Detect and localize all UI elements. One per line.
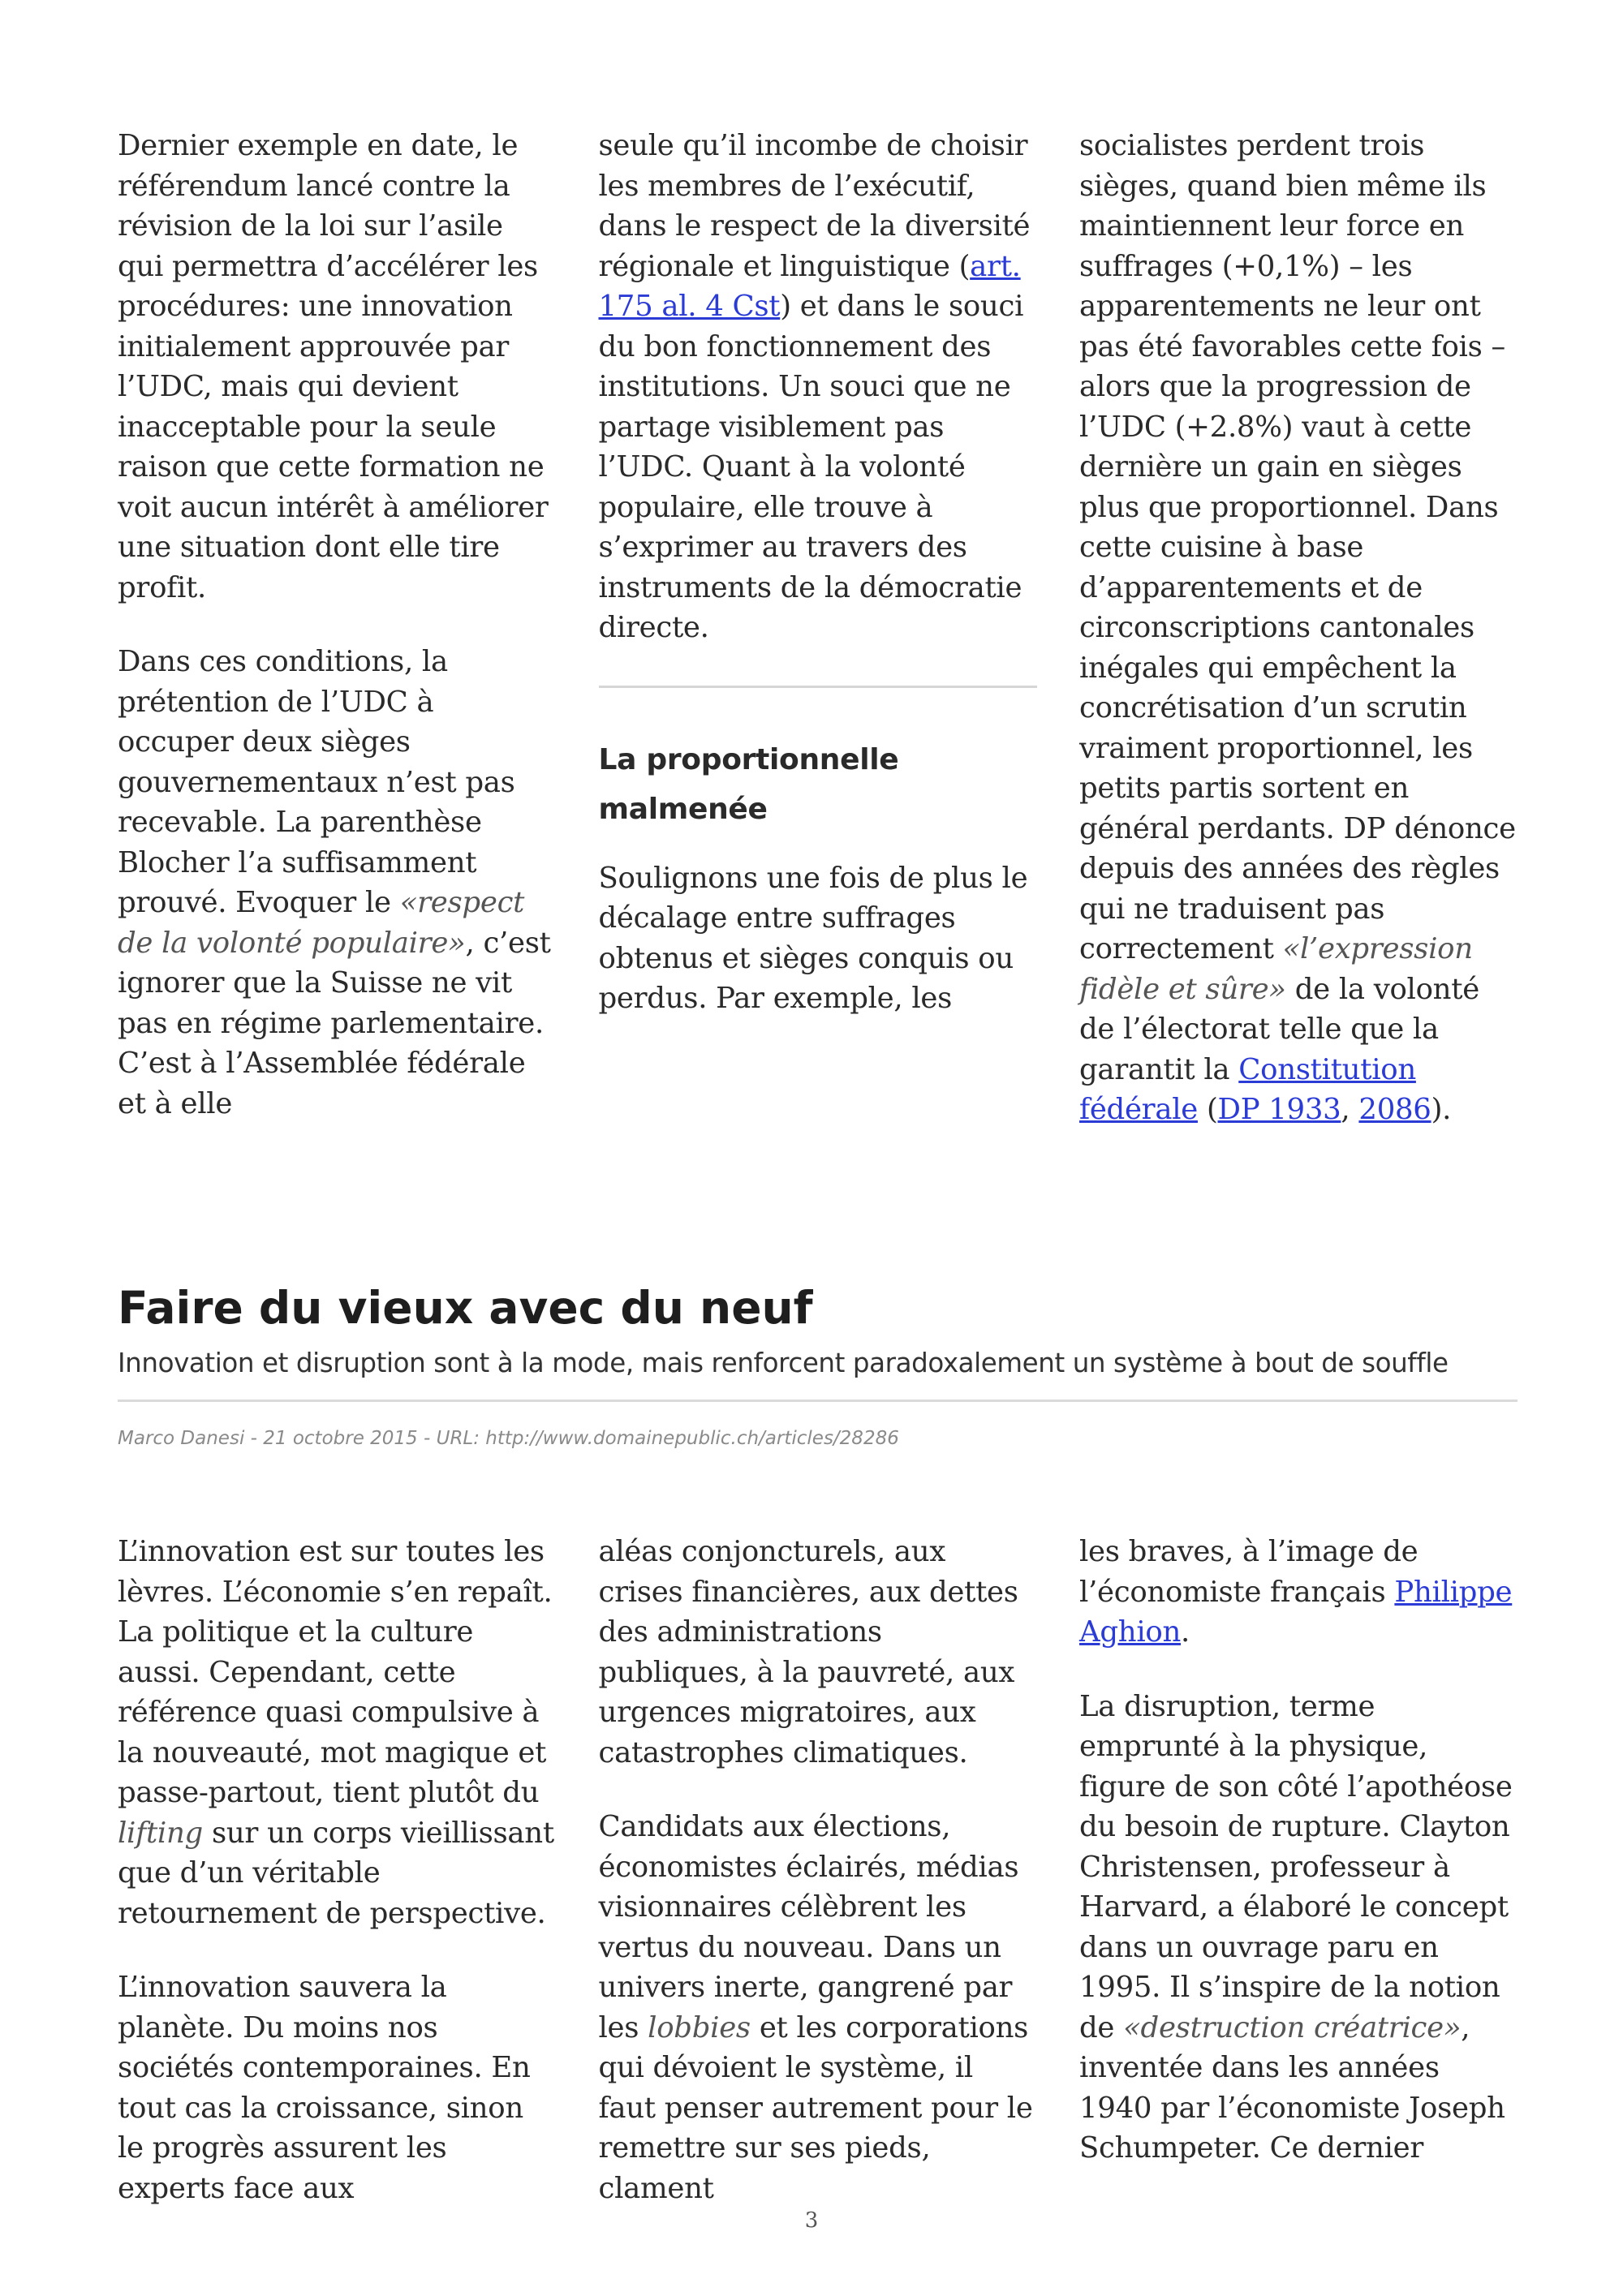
paragraph: aléas conjoncturels, aux crises financières, aux dettes des administrations publiques, à la pauvreté, aux urgences migratoires, aux catastrophes climatiques.: [598, 1535, 1018, 1769]
link-art-175[interactable]: art. 175 al. 4 Cst: [598, 249, 1021, 323]
article-title: Faire du vieux avec du neuf: [118, 1282, 813, 1334]
paragraph: Dernier exemple en date, le référendum lancé contre la révision de la loi sur l’asile qui permettra d’accélérer les procédures: une innovation initialement approuvée par l’UDC, mais qui devient inacceptable pour la seule raison que cette formation ne voit aucun intérêt à améliorer une situation dont elle tire profit.: [118, 129, 549, 604]
link-constitution[interactable]: Constitution fédérale: [1079, 1052, 1416, 1126]
article-subtitle: Innovation et disruption sont à la mode, mais renforcent paradoxalement un système à bout de souffle: [118, 1348, 1449, 1378]
section-heading: La proportionnelle malmenée: [598, 742, 899, 826]
paragraph: La disruption, terme emprunté à la physique, figure de son côté l’apothéose du besoin de rupture. Clayton Christensen, professeur à Harvard, a élaboré le concept dans un ouvrage paru en 1995. Il s’inspire de la notion de «destruction créatrice», inventée dans les années 1940 par l’économiste Joseph Schumpeter. Ce dernier: [1079, 1689, 1513, 2165]
column-2: [599, 1532, 1037, 2208]
link-philippe-aghion[interactable]: Philippe Aghion: [1079, 1575, 1513, 1649]
page-number: 3: [804, 2208, 819, 2233]
article-header: [118, 1278, 1518, 1449]
column-1: [118, 126, 556, 1130]
quote: «respect de la volonté populaire»: [118, 886, 525, 960]
emphasis: lifting: [118, 1816, 203, 1850]
paragraph: socialistes perdent trois sièges, quand bien même ils maintiennent leur force en suffrages (+0,1%) – les apparentements ne leur ont pas été favorables cette fois – alors que la progression de l’UDC (+2.8%) vaut à cette dernière un gain en sièges plus que proportionnel. Dans cette cuisine à base d’apparentements et de circonscriptions cantonales inégales qui empêchent la concrétisation d’un scrutin vraiment proportionnel, les petits partis sortent en général perdants. DP dénonce depuis des années des règles qui ne traduisent pas correctement «l’expression fidèle et sûre» de la volonté de l’électorat telle que la garantit la Constitution fédérale (DP 1933, 2086).: [1079, 129, 1516, 1126]
quote: «l’expression fidèle et sûre»: [1079, 932, 1473, 1006]
article-meta: Marco Danesi - 21 octobre 2015 - URL: http://www.domainepublic.ch/articles/28286: [118, 1428, 899, 1449]
column-2: [599, 126, 1037, 1130]
header-divider: [118, 1400, 1518, 1402]
paragraph: L’innovation sauvera la planète. Du moins nos sociétés contemporaines. En tout cas la croissance, sinon le progrès assurent les experts face aux: [118, 1971, 531, 2205]
column-3: [1079, 126, 1518, 1130]
paragraph: Candidats aux élections, économistes éclairés, médias visionnaires célèbrent les vertus du nouveau. Dans un univers inerte, gangrené par les lobbies et les corporations qui dévoient le système, il faut penser autrement pour le remettre sur ses pieds, clament: [598, 1810, 1033, 2205]
paragraph: Dans ces conditions, la prétention de l’UDC à occuper deux sièges gouvernementaux n’est pas recevable. La parenthèse Blocher l’a suffisamment prouvé. Evoquer le «respect de la volonté populaire», c’est ignorer que la Suisse ne vit pas en régime parlementaire. C’est à l’Assemblée fédérale et à elle: [118, 645, 551, 1120]
section-divider: [599, 686, 1037, 688]
paragraph: L’innovation est sur toutes les lèvres. L’économie s’en repaît. La politique et la culture aussi. Cependant, cette référence quasi compulsive à la nouveauté, mot magique et passe-partout, tient plutôt du lifting sur un corps vieillissant que d’un véritable retournement de perspective.: [118, 1535, 554, 1930]
paragraph: seule qu’il incombe de choisir les membres de l’exécutif, dans le respect de la diversité régionale et linguistique (art. 175 al. 4 Cst) et dans le souci du bon fonctionnement des institutions. Un souci que ne partage visiblement pas l’UDC. Quant à la volonté populaire, elle trouve à s’exprimer au travers des instruments de la démocratie directe.: [598, 129, 1031, 644]
link-dp-1933[interactable]: DP 1933: [1217, 1093, 1341, 1126]
paragraph: les braves, à l’image de l’économiste français Philippe Aghion.: [1079, 1535, 1513, 1649]
previous-article-columns: [118, 126, 1518, 1130]
link-dp-2086[interactable]: 2086: [1358, 1093, 1431, 1126]
quote: «destruction créatrice»: [1123, 2010, 1462, 2044]
column-1: [118, 1532, 556, 2208]
article-columns: [118, 1532, 1518, 2208]
column-3: [1079, 1532, 1518, 2208]
paragraph: Soulignons une fois de plus le décalage entre suffrages obtenus et sièges conquis ou perdus. Par exemple, les: [598, 861, 1028, 1015]
emphasis: lobbies: [648, 2010, 751, 2044]
